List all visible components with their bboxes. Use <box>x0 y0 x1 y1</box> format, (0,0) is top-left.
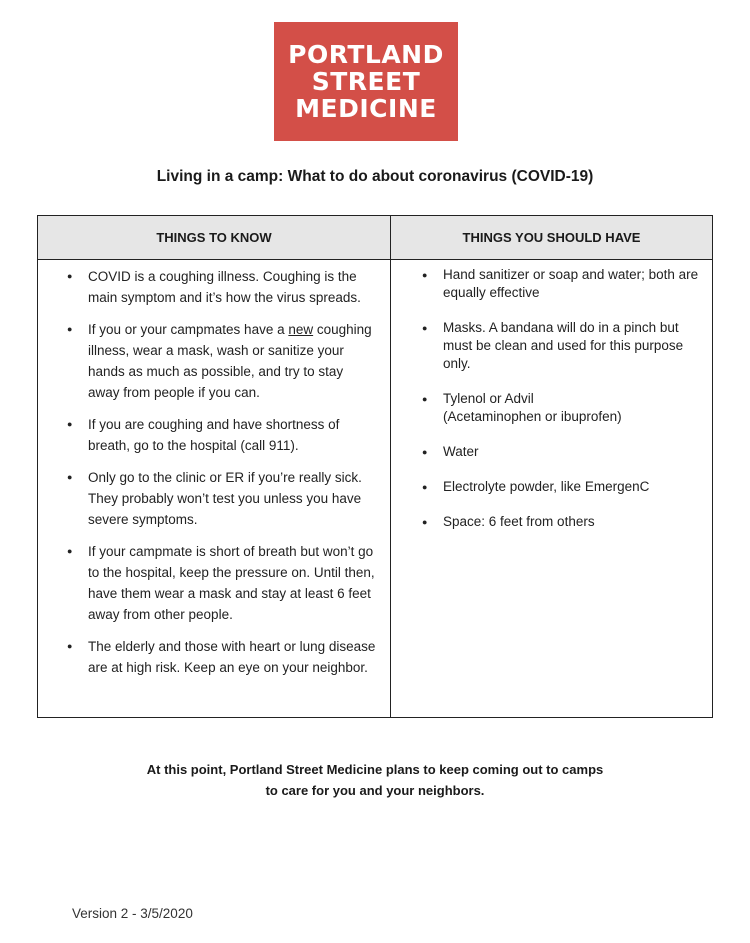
list-item: ● If you are coughing and have shortness of breath, go to the hospital (call 911). <box>88 414 376 456</box>
header-things-to-know: THINGS TO KNOW <box>38 216 391 260</box>
things-to-have-list <box>391 260 712 531</box>
footer-line: At this point, Portland Street Medicine plans to keep coming out to camps <box>146 762 604 777</box>
header-things-you-should-have: THINGS YOU SHOULD HAVE <box>391 216 713 260</box>
list-item-line: (Acetaminophen or ibuprofen) <box>443 409 622 424</box>
list-item: ● Water <box>443 443 704 461</box>
things-to-have-cell <box>391 260 713 718</box>
list-item <box>88 319 376 403</box>
table-body-row <box>38 260 713 718</box>
info-table <box>37 215 713 718</box>
footer-message <box>0 759 750 801</box>
list-item: ● Electrolyte powder, like EmergenC <box>443 478 704 496</box>
list-item: ● COVID is a coughing illness. Coughing is the main symptom and it’s how the virus spreads. <box>88 266 376 308</box>
list-item <box>443 390 704 426</box>
logo-line-street: STREET <box>311 67 421 96</box>
underlined-word: new <box>288 322 314 337</box>
list-item: ● Only go to the clinic or ER if you’re really sick. They probably won’t test you unless you have severe symptoms. <box>88 467 376 530</box>
page-title: Living in a camp: What to do about coronavirus (COVID-19) <box>156 168 594 185</box>
table-header-row <box>38 216 713 260</box>
list-item-text: If you or your campmates have a <box>88 322 289 337</box>
things-to-know-cell <box>38 260 391 718</box>
footer-line: to care for you and your neighbors. <box>265 783 485 798</box>
portland-street-medicine-logo <box>274 22 458 141</box>
list-item: ● Hand sanitizer or soap and water; both are equally effective <box>443 266 704 302</box>
list-item-line: ● Tylenol or Advil <box>443 391 534 406</box>
list-item: ● The elderly and those with heart or lung disease are at high risk. Keep an eye on your neighbor. <box>88 636 376 678</box>
list-item: ● Masks. A bandana will do in a pinch but must be clean and used for this purpose only. <box>443 319 704 373</box>
list-item: ● If your campmate is short of breath but won’t go to the hospital, keep the pressure on. Until then, have them wear a mask and stay at least 6 feet away from other people. <box>88 541 376 625</box>
logo-line-medicine: MEDICINE <box>295 94 437 123</box>
things-to-know-list <box>38 260 390 678</box>
logo-line-portland: PORTLAND <box>288 40 444 69</box>
list-item: ● Space: 6 feet from others <box>443 513 704 531</box>
list-item-text: coughing illness, wear a mask, wash or sanitize your hands as much as possible, and try to stay away from people if you can. <box>88 322 372 400</box>
version-label: Version 2 - 3/5/2020 <box>72 906 193 921</box>
